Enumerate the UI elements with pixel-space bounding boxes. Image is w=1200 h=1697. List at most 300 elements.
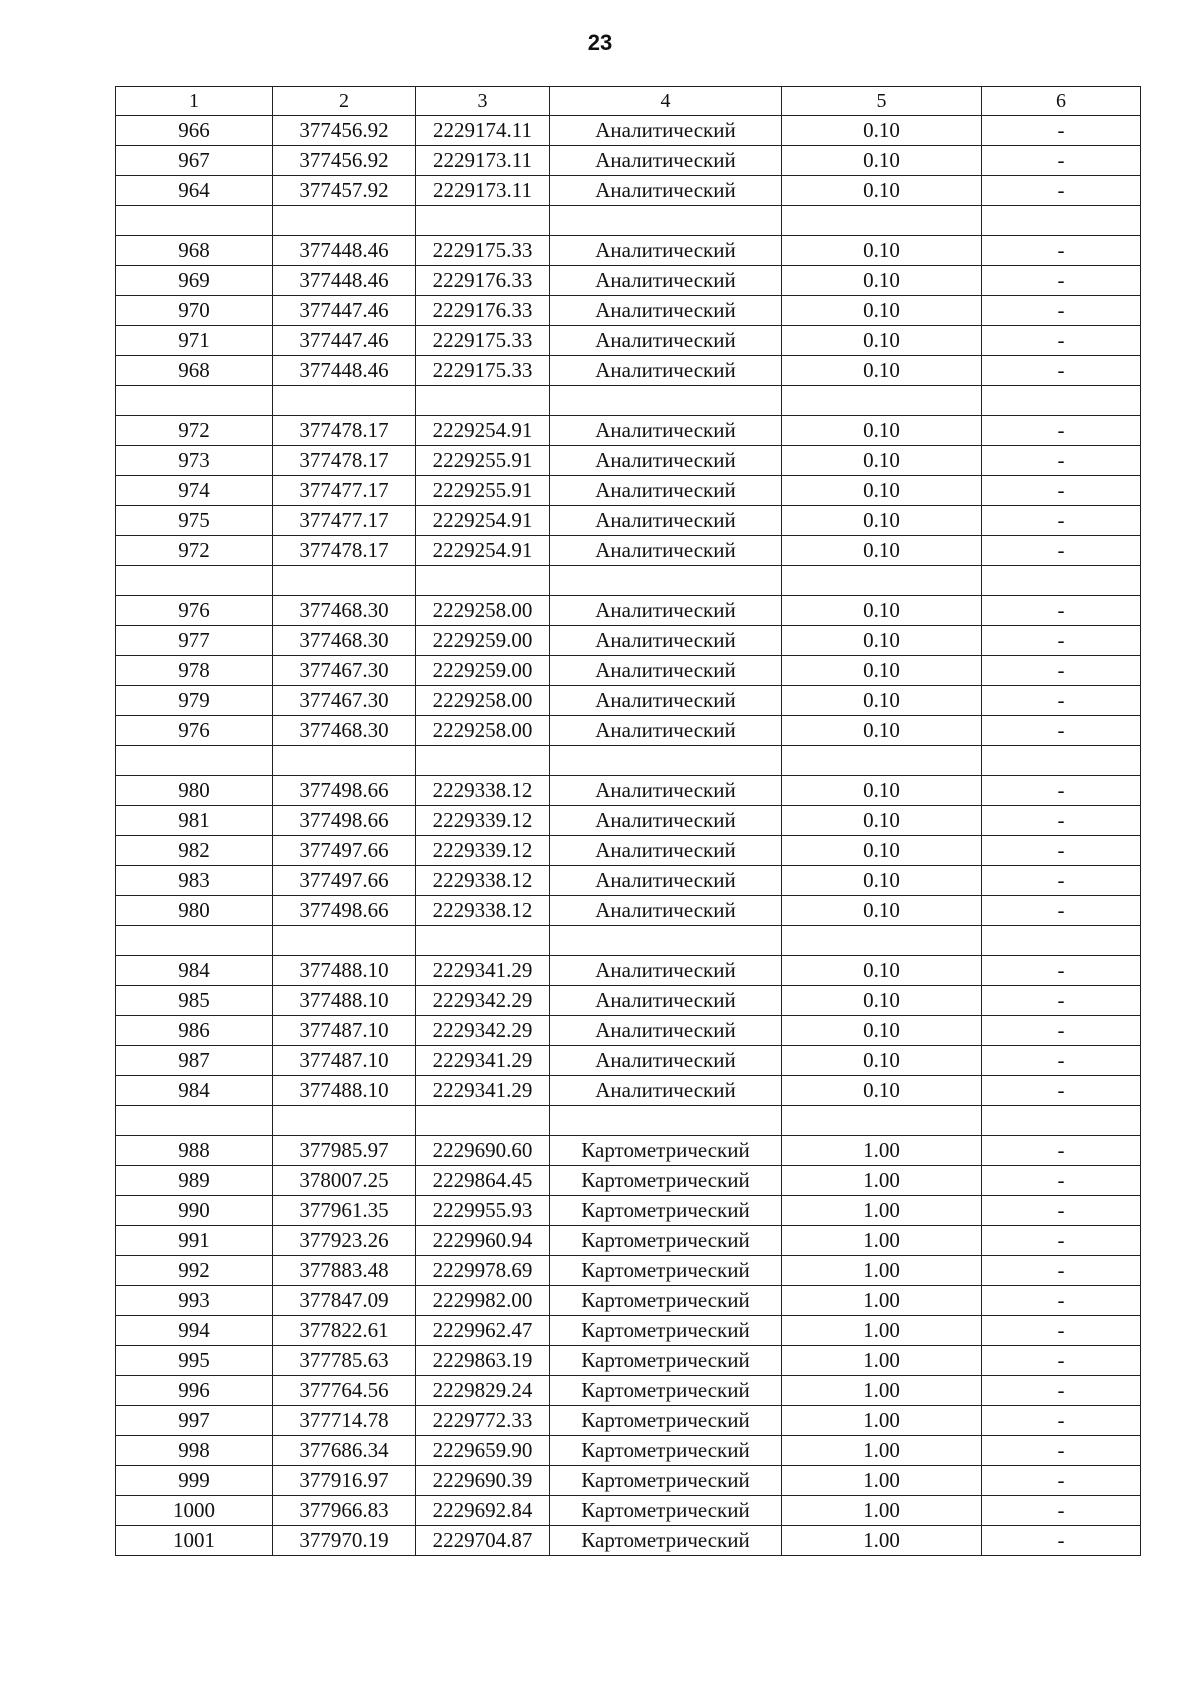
table-cell: Картометрический — [550, 1136, 782, 1166]
table-row — [116, 326, 1141, 356]
table-cell: 999 — [116, 1466, 273, 1496]
table-cell: 986 — [116, 1016, 273, 1046]
table-cell: 0.10 — [782, 506, 982, 536]
table-cell: 966 — [116, 116, 273, 146]
table-row — [116, 1436, 1141, 1466]
table-cell: Аналитический — [550, 686, 782, 716]
table-row — [116, 1526, 1141, 1556]
table-cell — [273, 1106, 416, 1136]
table-cell: 377468.30 — [273, 596, 416, 626]
table-cell: 968 — [116, 236, 273, 266]
table-cell: 1.00 — [782, 1406, 982, 1436]
table-cell: 0.10 — [782, 236, 982, 266]
table-cell: 2229772.33 — [416, 1406, 550, 1436]
table-cell: - — [982, 1526, 1141, 1556]
table-cell: 969 — [116, 266, 273, 296]
table-cell: Картометрический — [550, 1166, 782, 1196]
table-row — [116, 836, 1141, 866]
table-cell: 993 — [116, 1286, 273, 1316]
table-cell — [982, 386, 1141, 416]
table-row — [116, 206, 1141, 236]
table-cell: Картометрический — [550, 1286, 782, 1316]
table-cell: 0.10 — [782, 626, 982, 656]
table-cell: 2229341.29 — [416, 1046, 550, 1076]
table-cell: 2229342.29 — [416, 986, 550, 1016]
table-cell: 1.00 — [782, 1526, 982, 1556]
table-cell: Аналитический — [550, 836, 782, 866]
table-row — [116, 926, 1141, 956]
table-cell — [273, 566, 416, 596]
table-cell: 985 — [116, 986, 273, 1016]
table-cell: 983 — [116, 866, 273, 896]
table-cell: - — [982, 1226, 1141, 1256]
table-cell: - — [982, 1076, 1141, 1106]
table-cell: Аналитический — [550, 116, 782, 146]
table-cell: 1.00 — [782, 1196, 982, 1226]
table-cell: 992 — [116, 1256, 273, 1286]
table-row — [116, 1046, 1141, 1076]
table-cell: 972 — [116, 416, 273, 446]
table-cell — [550, 926, 782, 956]
table-cell: - — [982, 1406, 1141, 1436]
table-cell: Картометрический — [550, 1466, 782, 1496]
table-cell: 2229659.90 — [416, 1436, 550, 1466]
table-cell: 377497.66 — [273, 866, 416, 896]
table-cell: - — [982, 536, 1141, 566]
table-cell: Аналитический — [550, 416, 782, 446]
table-cell: 1.00 — [782, 1286, 982, 1316]
table-cell: - — [982, 116, 1141, 146]
table-cell: 970 — [116, 296, 273, 326]
table-cell: 989 — [116, 1166, 273, 1196]
table-cell — [982, 1106, 1141, 1136]
table-cell: - — [982, 686, 1141, 716]
table-cell: 2229339.12 — [416, 806, 550, 836]
table-cell: Аналитический — [550, 266, 782, 296]
table-row — [116, 296, 1141, 326]
table-cell: 377970.19 — [273, 1526, 416, 1556]
table-row — [116, 956, 1141, 986]
table-cell: 980 — [116, 896, 273, 926]
table-cell: 2229829.24 — [416, 1376, 550, 1406]
table-body — [116, 116, 1141, 1556]
table-row — [116, 656, 1141, 686]
table-cell: 0.10 — [782, 356, 982, 386]
table-cell: - — [982, 1286, 1141, 1316]
table-cell: 995 — [116, 1346, 273, 1376]
table-cell: 978 — [116, 656, 273, 686]
table-cell: Картометрический — [550, 1346, 782, 1376]
table-cell: Аналитический — [550, 656, 782, 686]
table-cell: Аналитический — [550, 236, 782, 266]
table-cell: 1001 — [116, 1526, 273, 1556]
table-cell: 377448.46 — [273, 236, 416, 266]
table-cell: Аналитический — [550, 536, 782, 566]
table-cell: 979 — [116, 686, 273, 716]
table-cell: Картометрический — [550, 1226, 782, 1256]
table-cell: 0.10 — [782, 1046, 982, 1076]
table-cell: 377966.83 — [273, 1496, 416, 1526]
table-cell: 377467.30 — [273, 686, 416, 716]
table-cell — [782, 566, 982, 596]
table-cell: 2229259.00 — [416, 626, 550, 656]
table-cell: 377488.10 — [273, 1076, 416, 1106]
table-cell: 377487.10 — [273, 1016, 416, 1046]
table-cell: 976 — [116, 716, 273, 746]
table-cell: 377822.61 — [273, 1316, 416, 1346]
table-cell: - — [982, 1346, 1141, 1376]
table-cell: 2229338.12 — [416, 776, 550, 806]
table-cell: 377498.66 — [273, 776, 416, 806]
table-cell: 377916.97 — [273, 1466, 416, 1496]
table-cell: Аналитический — [550, 1016, 782, 1046]
table-row — [116, 1226, 1141, 1256]
table-cell: 2229339.12 — [416, 836, 550, 866]
table-cell: 2229176.33 — [416, 266, 550, 296]
table-cell: 378007.25 — [273, 1166, 416, 1196]
table-cell: 377456.92 — [273, 146, 416, 176]
table-cell: - — [982, 236, 1141, 266]
table-cell: 0.10 — [782, 476, 982, 506]
table-cell: - — [982, 596, 1141, 626]
table-cell — [116, 926, 273, 956]
table-cell: 1.00 — [782, 1226, 982, 1256]
table-cell: 2229864.45 — [416, 1166, 550, 1196]
table-cell — [116, 566, 273, 596]
table-cell — [116, 206, 273, 236]
table-cell: - — [982, 1436, 1141, 1466]
table-cell: 377498.66 — [273, 896, 416, 926]
table-header-row — [116, 87, 1141, 116]
column-header: 4 — [550, 87, 782, 116]
table-cell: 377714.78 — [273, 1406, 416, 1436]
table-cell: 2229960.94 — [416, 1226, 550, 1256]
table-cell: 0.10 — [782, 296, 982, 326]
table-row — [116, 1016, 1141, 1046]
table-cell: Аналитический — [550, 716, 782, 746]
table-cell: 1.00 — [782, 1436, 982, 1466]
table-cell: 2229258.00 — [416, 716, 550, 746]
table-cell: 377487.10 — [273, 1046, 416, 1076]
table-cell: 1.00 — [782, 1376, 982, 1406]
table-cell: Аналитический — [550, 1046, 782, 1076]
table-cell: - — [982, 626, 1141, 656]
table-cell — [550, 746, 782, 776]
table-cell: Аналитический — [550, 326, 782, 356]
table-cell: 2229338.12 — [416, 866, 550, 896]
table-cell: 991 — [116, 1226, 273, 1256]
coordinates-table — [115, 86, 1141, 1556]
table-cell: 2229258.00 — [416, 596, 550, 626]
table-cell: 2229704.87 — [416, 1526, 550, 1556]
table-cell: 0.10 — [782, 956, 982, 986]
table-cell — [550, 566, 782, 596]
table-cell: - — [982, 1136, 1141, 1166]
table-cell: 2229255.91 — [416, 446, 550, 476]
table-cell — [273, 206, 416, 236]
column-header: 2 — [273, 87, 416, 116]
table-cell: Картометрический — [550, 1526, 782, 1556]
table-cell: 2229982.00 — [416, 1286, 550, 1316]
table-cell: - — [982, 866, 1141, 896]
table-cell — [550, 386, 782, 416]
table-cell: 987 — [116, 1046, 273, 1076]
table-cell: 2229690.60 — [416, 1136, 550, 1166]
table-cell: 377457.92 — [273, 176, 416, 206]
table-cell: Аналитический — [550, 146, 782, 176]
table-cell: 377488.10 — [273, 956, 416, 986]
table-cell — [116, 746, 273, 776]
table-row — [116, 1076, 1141, 1106]
table-cell: Аналитический — [550, 776, 782, 806]
table-row — [116, 596, 1141, 626]
table-row — [116, 986, 1141, 1016]
table-cell — [273, 926, 416, 956]
table-cell: 964 — [116, 176, 273, 206]
table-cell — [416, 206, 550, 236]
table-cell: 377497.66 — [273, 836, 416, 866]
table-row — [116, 566, 1141, 596]
table-cell: Аналитический — [550, 986, 782, 1016]
table-row — [116, 416, 1141, 446]
table-cell: - — [982, 416, 1141, 446]
table-cell: 975 — [116, 506, 273, 536]
table-cell — [982, 206, 1141, 236]
table-cell: 2229342.29 — [416, 1016, 550, 1046]
table-cell: - — [982, 656, 1141, 686]
table-cell: 0.10 — [782, 866, 982, 896]
table-cell: 0.10 — [782, 446, 982, 476]
table-cell — [416, 566, 550, 596]
table-row — [116, 116, 1141, 146]
table-cell: Аналитический — [550, 1076, 782, 1106]
table-cell: 2229173.11 — [416, 146, 550, 176]
table-row — [116, 1106, 1141, 1136]
table-cell: 2229338.12 — [416, 896, 550, 926]
table-cell — [782, 746, 982, 776]
table-cell: - — [982, 506, 1141, 536]
table-row — [116, 1406, 1141, 1436]
table-cell — [982, 926, 1141, 956]
table-cell — [416, 746, 550, 776]
table-cell: 377961.35 — [273, 1196, 416, 1226]
table-row — [116, 1376, 1141, 1406]
table-cell: 377923.26 — [273, 1226, 416, 1256]
table-cell: 988 — [116, 1136, 273, 1166]
table-cell: 377478.17 — [273, 416, 416, 446]
table-cell: - — [982, 326, 1141, 356]
table-cell — [782, 926, 982, 956]
table-cell: 0.10 — [782, 896, 982, 926]
table-cell: - — [982, 1256, 1141, 1286]
table-cell — [273, 746, 416, 776]
table-row — [116, 1136, 1141, 1166]
table-cell: - — [982, 1496, 1141, 1526]
table-row — [116, 1316, 1141, 1346]
table-cell: 0.10 — [782, 716, 982, 746]
table-cell: Аналитический — [550, 866, 782, 896]
table-cell: 990 — [116, 1196, 273, 1226]
table-cell: Аналитический — [550, 176, 782, 206]
table-cell — [273, 386, 416, 416]
table-cell: Аналитический — [550, 806, 782, 836]
table-cell: 377447.46 — [273, 296, 416, 326]
table-cell: 377985.97 — [273, 1136, 416, 1166]
table-cell: 2229254.91 — [416, 536, 550, 566]
table-row — [116, 536, 1141, 566]
column-header: 3 — [416, 87, 550, 116]
page-number: 23 — [587, 30, 613, 55]
table-cell: 377448.46 — [273, 266, 416, 296]
table-cell: 0.10 — [782, 116, 982, 146]
table-cell — [550, 1106, 782, 1136]
table-cell: Аналитический — [550, 476, 782, 506]
table-cell: 377847.09 — [273, 1286, 416, 1316]
table-cell: 968 — [116, 356, 273, 386]
table-row — [116, 896, 1141, 926]
table-cell: 1.00 — [782, 1346, 982, 1376]
table-cell: 2229176.33 — [416, 296, 550, 326]
table-cell: 377477.17 — [273, 506, 416, 536]
table-cell: 377478.17 — [273, 536, 416, 566]
table-cell: 971 — [116, 326, 273, 356]
table-cell: 1.00 — [782, 1256, 982, 1286]
column-header: 1 — [116, 87, 273, 116]
table-cell: Картометрический — [550, 1406, 782, 1436]
table-cell: 0.10 — [782, 1076, 982, 1106]
table-cell: 377467.30 — [273, 656, 416, 686]
table-cell: - — [982, 1466, 1141, 1496]
table-cell: 2229255.91 — [416, 476, 550, 506]
table-cell: 984 — [116, 956, 273, 986]
table-cell: 377456.92 — [273, 116, 416, 146]
table-cell: 2229955.93 — [416, 1196, 550, 1226]
table-cell: 0.10 — [782, 686, 982, 716]
table-row — [116, 746, 1141, 776]
table-cell: 981 — [116, 806, 273, 836]
table-row — [116, 1466, 1141, 1496]
table-cell: 994 — [116, 1316, 273, 1346]
table-cell: 1.00 — [782, 1166, 982, 1196]
table-row — [116, 1286, 1141, 1316]
table-cell: - — [982, 1016, 1141, 1046]
table-row — [116, 716, 1141, 746]
table-cell: 1.00 — [782, 1316, 982, 1346]
table-cell: Картометрический — [550, 1376, 782, 1406]
table-cell: - — [982, 1316, 1141, 1346]
table-cell: - — [982, 176, 1141, 206]
table-row — [116, 146, 1141, 176]
table-cell: 0.10 — [782, 776, 982, 806]
table-cell: 1000 — [116, 1496, 273, 1526]
table-cell: - — [982, 1046, 1141, 1076]
table-cell — [982, 746, 1141, 776]
table-cell: 0.10 — [782, 806, 982, 836]
table-cell: Аналитический — [550, 506, 782, 536]
table-cell: 2229258.00 — [416, 686, 550, 716]
table-cell: 1.00 — [782, 1496, 982, 1526]
table-row — [116, 356, 1141, 386]
table-cell: Аналитический — [550, 626, 782, 656]
table-cell: 1.00 — [782, 1136, 982, 1166]
table-cell — [782, 206, 982, 236]
table-row — [116, 1256, 1141, 1286]
table-cell: Картометрический — [550, 1256, 782, 1286]
table-cell: 973 — [116, 446, 273, 476]
table-cell: - — [982, 716, 1141, 746]
table-cell: - — [982, 1196, 1141, 1226]
table-row — [116, 506, 1141, 536]
table-cell: 2229692.84 — [416, 1496, 550, 1526]
table-cell: 377785.63 — [273, 1346, 416, 1376]
table-cell — [782, 386, 982, 416]
table-cell: 2229259.00 — [416, 656, 550, 686]
table-cell: 2229341.29 — [416, 956, 550, 986]
table-cell: - — [982, 296, 1141, 326]
table-cell: Картометрический — [550, 1496, 782, 1526]
table-cell: 982 — [116, 836, 273, 866]
table-cell: 0.10 — [782, 836, 982, 866]
table-cell — [782, 1106, 982, 1136]
table-cell: 984 — [116, 1076, 273, 1106]
table-row — [116, 806, 1141, 836]
table-row — [116, 626, 1141, 656]
table-cell: 980 — [116, 776, 273, 806]
table-cell: 1.00 — [782, 1466, 982, 1496]
table-row — [116, 476, 1141, 506]
table-row — [116, 776, 1141, 806]
table-cell: 377488.10 — [273, 986, 416, 1016]
table-cell: - — [982, 266, 1141, 296]
table-row — [116, 176, 1141, 206]
table-cell: 377498.66 — [273, 806, 416, 836]
table-cell: - — [982, 986, 1141, 1016]
table-cell — [116, 386, 273, 416]
table-cell — [416, 926, 550, 956]
table-cell: 377468.30 — [273, 626, 416, 656]
table-cell: 977 — [116, 626, 273, 656]
table-cell: 972 — [116, 536, 273, 566]
table-cell: 0.10 — [782, 986, 982, 1016]
table-row — [116, 1166, 1141, 1196]
table-cell: Картометрический — [550, 1316, 782, 1346]
table-cell: Аналитический — [550, 356, 782, 386]
table-cell: 2229254.91 — [416, 416, 550, 446]
table-cell: 997 — [116, 1406, 273, 1436]
table-cell: 2229175.33 — [416, 326, 550, 356]
table-cell: - — [982, 476, 1141, 506]
table-cell: Аналитический — [550, 596, 782, 626]
table-cell: 976 — [116, 596, 273, 626]
table-cell: - — [982, 776, 1141, 806]
column-header: 6 — [982, 87, 1141, 116]
table-row — [116, 236, 1141, 266]
table-cell: Аналитический — [550, 296, 782, 326]
table-cell: 377883.48 — [273, 1256, 416, 1286]
table-cell: 2229690.39 — [416, 1466, 550, 1496]
column-header: 5 — [782, 87, 982, 116]
table-cell: 967 — [116, 146, 273, 176]
table-row — [116, 866, 1141, 896]
table-cell: - — [982, 956, 1141, 986]
table-row — [116, 1496, 1141, 1526]
table-cell: 377686.34 — [273, 1436, 416, 1466]
table-cell: - — [982, 446, 1141, 476]
table-cell: - — [982, 146, 1141, 176]
table-cell — [982, 566, 1141, 596]
table-cell: Аналитический — [550, 956, 782, 986]
table-cell: 0.10 — [782, 416, 982, 446]
